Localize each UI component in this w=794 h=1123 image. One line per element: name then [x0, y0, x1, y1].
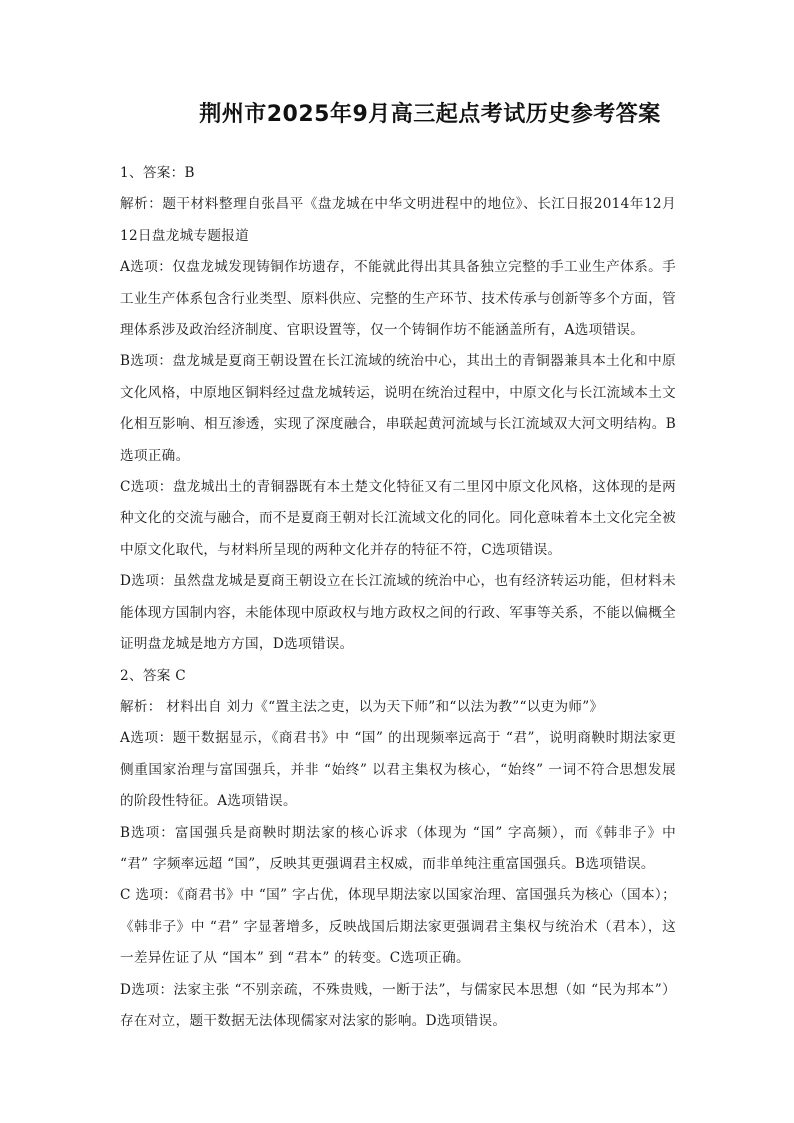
q1-option-d: D选项：虽然盘龙城是夏商王朝设立在长江流域的统治中心，也有经济转运功能，但材料未能体现方国制内容，未能体现中原政权与地方政权之间的行政、军事等关系，不能以偏概全证明盘龙城是地方方国，D选项错误。 [120, 573, 676, 653]
q2-option-c: C 选项：《商君书》中 “国” 字占优，体现早期法家以国家治理、富国强兵为核心（国本）；《韩非子》中 “君” 字显著增多，反映战国后期法家更强调君主集权与统治术（君本），这一差异佐证了从 “国本” 到 “君本” 的转变。C选项正确。 [120, 887, 676, 967]
q1-option-b: B选项：盘龙城是夏商王朝设置在长江流域的统治中心，其出土的青铜器兼具本土化和中原文化风格，中原地区铜料经过盘龙城转运，说明在统治过程中，中原文化与长江流域本土文化相互影响、相互渗透，实现了深度融合，串联起黄河流域与长江流域双大河文明结构。B选项正确。 [120, 353, 676, 464]
q2-analysis-source: 解析： 材料出自 刘力《“置主法之吏，以为天下师”和“以法为教”“以吏为师”》 [120, 698, 604, 715]
page-title: 荆州市2025年9月高三起点考试历史参考答案 [199, 102, 661, 127]
q1-analysis-source: 解析：题干材料整理自张昌平《盘龙城在中华文明进程中的地位》、长江日报2014年12月12日盘龙城专题报道 [120, 196, 676, 244]
answer-body [120, 158, 676, 1037]
q1-option-c: C选项：盘龙城出土的青铜器既有本土楚文化特征又有二里冈中原文化风格，这体现的是两种文化的交流与融合，而不是夏商王朝对长江流域文化的同化。同化意味着本土文化完全被中原文化取代，与材料所呈现的两种文化并存的特征不符，C选项错误。 [120, 479, 676, 558]
q1-answer: 1、答案：B [120, 165, 195, 181]
q2-answer: 2、答案 C [120, 667, 186, 684]
q2-option-a: A选项：题干数据显示，《商君书》中 “国” 的出现频率远高于 “君”，说明商鞅时期法家更侧重国家治理与富国强兵，并非 “始终” 以君主集权为核心，“始终” 一词不符合思想发展的阶段性特征。A选项错误。 [120, 730, 676, 810]
q1-option-a: A选项：仅盘龙城发现铸铜作坊遗存，不能就此得出其具备独立完整的手工业生产体系。手工业生产体系包含行业类型、原料供应、完整的生产环节、技术传承与创新等多个方面，管理体系涉及政治经济制度、官职设置等，仅一个铸铜作坊不能涵盖所有，A选项错误。 [120, 259, 676, 339]
q2-option-b: B选项：富国强兵是商鞅时期法家的核心诉求（体现为 “国” 字高频），而《韩非子》中 “君” 字频率远超 “国”，反映其更强调君主权威，而非单纯注重富国强兵。B选项错误。 [120, 824, 676, 872]
q2-option-d: D选项：法家主张 “不别亲疏，不殊贵贱，一断于法”，与儒家民本思想（如 “民为邦本”）存在对立，题干数据无法体现儒家对法家的影响。D选项错误。 [120, 981, 676, 1029]
